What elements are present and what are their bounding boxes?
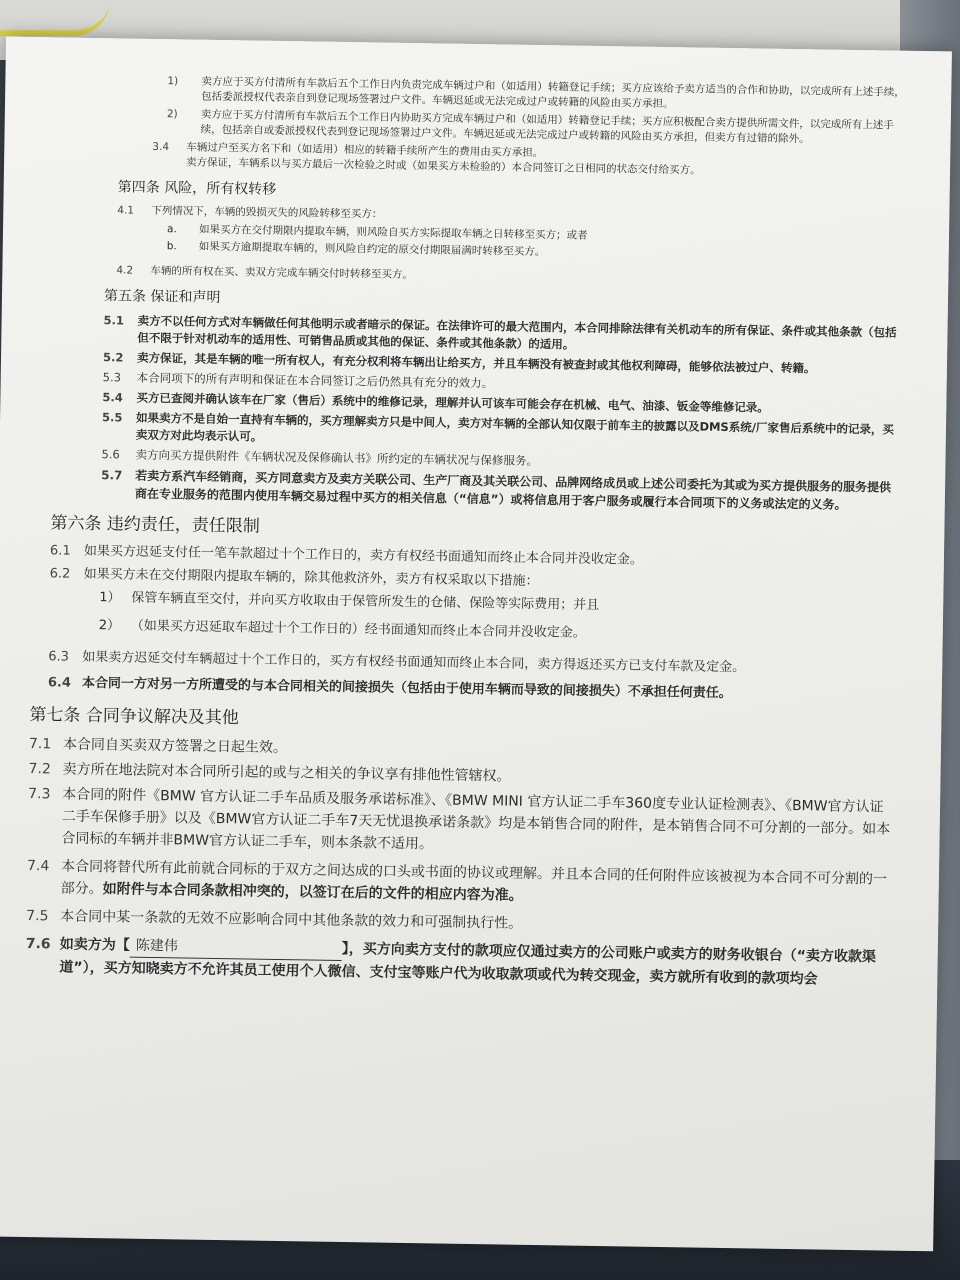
clause-7-4: 7.4 本合同将替代所有此前就合同标的于双方之间达成的口头或书面的协议或理解。并且本合同的任何附件应该被视为本合同不可分割的一部分。如附件与本合同条款相冲突的，以签订在后的文件的相应内容为准。 bbox=[26, 858, 888, 904]
clause-7-1: 7.1 本合同自买卖双方签署之日起生效。 bbox=[28, 736, 288, 757]
clause-5-2: 5.2 卖方保证，其是车辆的唯一所有权人，有充分权利将车辆出让给买方，并且车辆没有被查封或其他权利障碍，能够依法被过户、转籍。 bbox=[102, 350, 816, 376]
clause-5-5: 5.5 如果卖方不是自始一直持有车辆的，买方理解卖方只是中间人，卖方对车辆的全部认知仅限于前车主的披露以及DMS系统/厂家售后系统中的记录，买卖双方对此均表示认可。 bbox=[101, 410, 895, 444]
clause-7-6: 7.6 如卖方为【 陈建伟 】，买方向卖方支付的款项应仅通过卖方的公司账户或卖方的财务收银台（“卖方收款渠道”），买方知晓卖方不允许其员工使用个人微信、支付宝等账户代为收取款项或代为转交现金，卖方就所有收到的款项均会 bbox=[25, 935, 877, 988]
list-item: 1) 卖方应于买方付清所有车款后五个工作日内负责完成车辆过户和（如适用）转籍登记手续；买方应该给予卖方适当的合作和协助，以完成所有上述手续，包括委派授权代表亲自到登记现场签署过户文件。车辆迟延或无法完成过户或转籍的风险由买方承担。 bbox=[167, 75, 905, 111]
clause-7-5: 7.5 本合同中某一条款的无效不应影响合同中其他条款的效力和可强制执行性。 bbox=[26, 907, 523, 932]
clause-6-2: 6.2 如果买方未在交付期限内提取车辆的，除其他救济外，卖方有权采取以下措施： bbox=[49, 566, 539, 590]
list-item: 2） （如果买方迟延取车超过十个工作日的）经书面通知而终止本合同并没收定金。 bbox=[98, 618, 586, 641]
list-item: 2) 卖方应于买方付清所有车款后五个工作日内协助买方完成车辆过户和（如适用）转籍登记手续；买方应积极配合卖方提供所需文件，以完成所有上述手续，包括亲自或委派授权代表到登记现场签署过户文件。车辆迟延或无法完成过户或转籍的风险由买方承担，但卖方有过错的除外。 bbox=[166, 108, 894, 146]
seller-name-field: 陈建伟 bbox=[130, 935, 342, 961]
clause-5-3: 5.3 本合同项下的所有声明和保证在本合同签订之后仍然具有充分的效力。 bbox=[102, 370, 494, 391]
list-item: 1） 保管车辆直至交付，并向买方收取由于保管所发生的仓储、保险等实际费用；并且 bbox=[99, 590, 600, 613]
clause-5-7: 5.7 若卖方系汽车经销商，买方同意卖方及卖方关联公司、生产厂商及其关联公司、品牌网络成员或上述公司委托为其或为买方提供服务的服务提供商在专业服务的范围内使用车辆交易过程中买方的相关信息（“信息”）或将信息用于客户服务或履行本合同项下的义务或法定的义务。 bbox=[101, 468, 892, 512]
article-7 bbox=[13, 705, 897, 992]
clause-7-3: 7.3 本合同的附件《BMW 官方认证二手车品质及服务承诺标准》、《BMW MINI 官方认证二手车360度专业认证检测表》、《BMW官方认证二手车保修手册》以及《BMW官方认证二手车7天无忧退换承诺条款》均是本销售合同的附件，是本销售合同不可分割的一部分。如本合同标的车辆并非BMW官方认证二手车，则本条款不适用。 bbox=[28, 786, 891, 853]
article-4-title: 第四条 风险，所有权转移 bbox=[117, 179, 277, 198]
clause-7-2: 7.2 卖方所在地法院对本合同所引起的或与之相关的争议享有排他性管辖权。 bbox=[28, 761, 511, 785]
article-5 bbox=[21, 285, 904, 515]
article-6 bbox=[18, 513, 901, 707]
clause-6-1: 6.1 如果买方迟延支付任一笔车款超过十个工作日的，卖方有权经书面通知而终止本合同并没收定金。 bbox=[49, 543, 644, 568]
article-4: 第四条 风险，所有权转移 4.1 下列情况下，车辆的毁损灭失的风险转移至买方： a. 如果买方在交付期限内提取车辆，则风险自买方实际提取车辆之日转移至买方；或者 b. 如果买方逾期提取车辆的，则风险自约定的原交付期限届满时转移至买方。 4.2 车辆的所有权在买、卖双方完成车辆交付时转移至买方。 bbox=[24, 176, 905, 291]
list-item: b. 如果买方逾期提取车辆的，则风险自约定的原交付期限届满时转移至买方。 bbox=[166, 240, 546, 259]
list-item: a. 如果买方在交付期限内提取车辆，则风险自买方实际提取车辆之日转移至买方；或者 bbox=[166, 223, 588, 242]
clause-3-4: 3.4 车辆过户至买方名下和（如适用）相应的转籍手续所产生的费用由买方承担。 卖方保证，车辆系以与买方最后一次检验之时或（如果买方未检验的）本合同签订之日相同的状态交付给买方。 bbox=[152, 140, 701, 177]
clause-5-6: 5.6 卖方向买方提供附件《车辆状况及保修确认书》所约定的车辆状况与保修服务。 bbox=[101, 447, 539, 468]
article-5-title: 第五条 保证和声明 bbox=[103, 288, 221, 306]
clause-3-3-options bbox=[27, 72, 908, 149]
clause-6-4: 6.4 本合同一方对另一方所遭受的与本合同相关的间接损失（包括由于使用车辆而导致的间接损失）不承担任何责任。 bbox=[47, 675, 732, 702]
clause-5-1: 5.1 卖方不以任何方式对车辆做任何其他明示或者暗示的保证。在法律许可的最大范围内，本合同排除法律有关机动车的所有保证、条件或其他条款（包括但不限于针对机动车的适用性、可销售品质或其他的保证、条件或其他条款）的适用。 bbox=[103, 313, 897, 352]
article-6-title: 第六条 违约责任，责任限制 bbox=[50, 513, 260, 537]
page-content bbox=[13, 69, 907, 995]
clause-6-3: 6.3 如果卖方迟延交付车辆超过十个工作日的，买方有权经书面通知而终止本合同，卖方得返还买方已支付车款及定金。 bbox=[48, 649, 746, 676]
contract-page bbox=[0, 37, 952, 1252]
clause-5-4: 5.4 买方已查阅并确认该车在厂家（售后）系统中的维修记录，理解并认可该车可能会存在机械、电气、油漆、钣金等维修记录。 bbox=[102, 390, 769, 415]
article-7-title: 第七条 合同争议解决及其他 bbox=[29, 705, 239, 729]
